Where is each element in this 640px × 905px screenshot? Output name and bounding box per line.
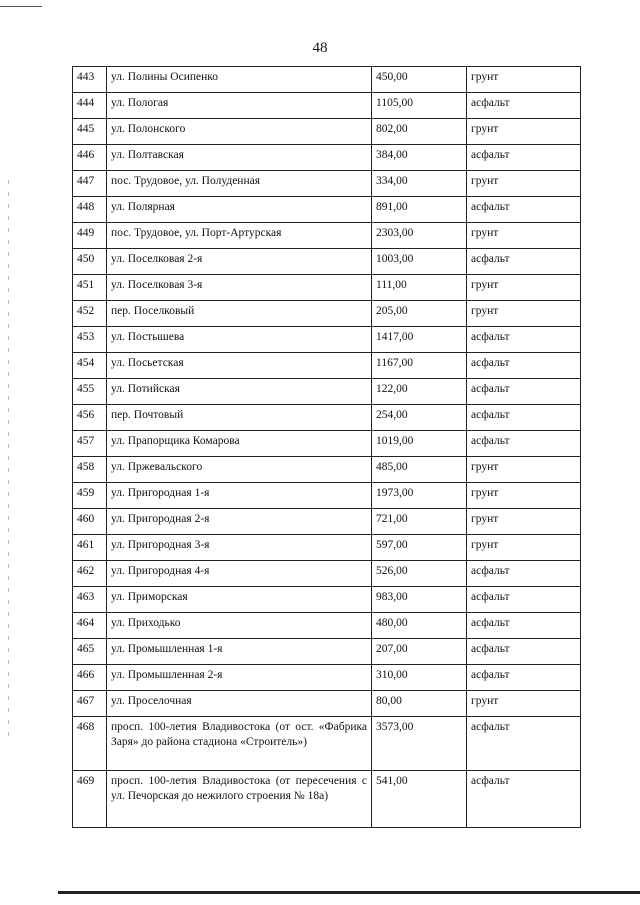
length-cell: 450,00: [372, 67, 467, 93]
length-cell: 2303,00: [372, 223, 467, 249]
table-row: [73, 301, 581, 327]
length-cell: 3573,00: [372, 717, 467, 771]
street-name-cell: ул. Пржевальского: [107, 457, 372, 483]
table-row: [73, 405, 581, 431]
table-row: [73, 457, 581, 483]
length-cell: 1417,00: [372, 327, 467, 353]
length-cell: 111,00: [372, 275, 467, 301]
street-name-cell: ул. Поселковая 2-я: [107, 249, 372, 275]
row-number-cell: 463: [73, 587, 107, 613]
table-row: [73, 691, 581, 717]
length-cell: 983,00: [372, 587, 467, 613]
surface-cell: грунт: [467, 509, 581, 535]
surface-cell: грунт: [467, 171, 581, 197]
surface-cell: асфальт: [467, 665, 581, 691]
length-cell: 334,00: [372, 171, 467, 197]
table-row: [73, 561, 581, 587]
street-name-cell: пос. Трудовое, ул. Полуденная: [107, 171, 372, 197]
page-number: 48: [312, 40, 328, 56]
street-name-cell: ул. Полины Осипенко: [107, 67, 372, 93]
row-number-cell: 465: [73, 639, 107, 665]
street-name-cell: ул. Пологая: [107, 93, 372, 119]
table-row: [73, 67, 581, 93]
table-row: [73, 717, 581, 771]
row-number-cell: 457: [73, 431, 107, 457]
surface-cell: асфальт: [467, 405, 581, 431]
length-cell: 721,00: [372, 509, 467, 535]
surface-cell: грунт: [467, 691, 581, 717]
length-cell: 597,00: [372, 535, 467, 561]
street-name-cell: ул. Поселковая 3-я: [107, 275, 372, 301]
length-cell: 254,00: [372, 405, 467, 431]
streets-table-body: [73, 67, 581, 828]
surface-cell: асфальт: [467, 431, 581, 457]
street-name-cell: ул. Приходько: [107, 613, 372, 639]
length-cell: 1019,00: [372, 431, 467, 457]
table-row: [73, 665, 581, 691]
row-number-cell: 445: [73, 119, 107, 145]
row-number-cell: 451: [73, 275, 107, 301]
row-number-cell: 462: [73, 561, 107, 587]
surface-cell: асфальт: [467, 587, 581, 613]
street-name-cell: ул. Приморская: [107, 587, 372, 613]
streets-table: [72, 66, 581, 828]
row-number-cell: 461: [73, 535, 107, 561]
surface-cell: асфальт: [467, 639, 581, 665]
table-row: [73, 587, 581, 613]
scan-edge-mark: [8, 180, 9, 740]
street-name-cell: ул. Посьетская: [107, 353, 372, 379]
table-row: [73, 379, 581, 405]
surface-cell: асфальт: [467, 197, 581, 223]
surface-cell: грунт: [467, 119, 581, 145]
length-cell: 205,00: [372, 301, 467, 327]
table-row: [73, 119, 581, 145]
street-name-cell: просп. 100-летия Владивостока (от ост. «Фабрика Заря» до района стадиона «Строитель»): [107, 717, 372, 771]
row-number-cell: 446: [73, 145, 107, 171]
length-cell: 526,00: [372, 561, 467, 587]
street-name-cell: ул. Пригородная 3-я: [107, 535, 372, 561]
surface-cell: асфальт: [467, 327, 581, 353]
table-row: [73, 327, 581, 353]
length-cell: 802,00: [372, 119, 467, 145]
row-number-cell: 443: [73, 67, 107, 93]
length-cell: 1973,00: [372, 483, 467, 509]
row-number-cell: 448: [73, 197, 107, 223]
surface-cell: асфальт: [467, 249, 581, 275]
length-cell: 384,00: [372, 145, 467, 171]
street-name-cell: ул. Полонского: [107, 119, 372, 145]
row-number-cell: 460: [73, 509, 107, 535]
surface-cell: асфальт: [467, 717, 581, 771]
surface-cell: грунт: [467, 535, 581, 561]
table-row: [73, 639, 581, 665]
length-cell: 891,00: [372, 197, 467, 223]
surface-cell: грунт: [467, 275, 581, 301]
length-cell: 480,00: [372, 613, 467, 639]
street-name-cell: пер. Поселковый: [107, 301, 372, 327]
table-row: [73, 275, 581, 301]
row-number-cell: 456: [73, 405, 107, 431]
street-name-cell: ул. Полтавская: [107, 145, 372, 171]
street-name-cell: ул. Промышленная 1-я: [107, 639, 372, 665]
length-cell: 1167,00: [372, 353, 467, 379]
street-name-cell: ул. Пригородная 2-я: [107, 509, 372, 535]
street-name-cell: просп. 100-летия Владивостока (от пересечения с ул. Печорская до нежилого строения № 18а): [107, 771, 372, 828]
table-row: [73, 171, 581, 197]
surface-cell: грунт: [467, 457, 581, 483]
length-cell: 541,00: [372, 771, 467, 828]
length-cell: 80,00: [372, 691, 467, 717]
table-row: [73, 249, 581, 275]
street-name-cell: ул. Пригородная 4-я: [107, 561, 372, 587]
table-row: [73, 353, 581, 379]
row-number-cell: 447: [73, 171, 107, 197]
surface-cell: грунт: [467, 483, 581, 509]
table-row: [73, 93, 581, 119]
surface-cell: грунт: [467, 301, 581, 327]
row-number-cell: 467: [73, 691, 107, 717]
surface-cell: асфальт: [467, 613, 581, 639]
street-name-cell: пос. Трудовое, ул. Порт-Артурская: [107, 223, 372, 249]
table-row: [73, 145, 581, 171]
table-row: [73, 483, 581, 509]
scan-edge-mark: [0, 6, 42, 7]
street-name-cell: ул. Проселочная: [107, 691, 372, 717]
row-number-cell: 450: [73, 249, 107, 275]
row-number-cell: 449: [73, 223, 107, 249]
length-cell: 310,00: [372, 665, 467, 691]
table-row: [73, 771, 581, 828]
row-number-cell: 469: [73, 771, 107, 828]
length-cell: 122,00: [372, 379, 467, 405]
table-row: [73, 431, 581, 457]
row-number-cell: 452: [73, 301, 107, 327]
row-number-cell: 464: [73, 613, 107, 639]
surface-cell: грунт: [467, 67, 581, 93]
surface-cell: асфальт: [467, 93, 581, 119]
bottom-rule: [58, 891, 640, 894]
surface-cell: асфальт: [467, 145, 581, 171]
length-cell: 1105,00: [372, 93, 467, 119]
row-number-cell: 458: [73, 457, 107, 483]
row-number-cell: 468: [73, 717, 107, 771]
street-name-cell: ул. Промышленная 2-я: [107, 665, 372, 691]
table-row: [73, 223, 581, 249]
length-cell: 485,00: [372, 457, 467, 483]
surface-cell: асфальт: [467, 771, 581, 828]
row-number-cell: 444: [73, 93, 107, 119]
row-number-cell: 466: [73, 665, 107, 691]
row-number-cell: 459: [73, 483, 107, 509]
length-cell: 207,00: [372, 639, 467, 665]
street-name-cell: ул. Постышева: [107, 327, 372, 353]
row-number-cell: 454: [73, 353, 107, 379]
surface-cell: асфальт: [467, 379, 581, 405]
street-name-cell: ул. Прапорщика Комарова: [107, 431, 372, 457]
row-number-cell: 455: [73, 379, 107, 405]
surface-cell: грунт: [467, 223, 581, 249]
street-name-cell: ул. Потийская: [107, 379, 372, 405]
table-row: [73, 613, 581, 639]
street-name-cell: ул. Пригородная 1-я: [107, 483, 372, 509]
surface-cell: асфальт: [467, 561, 581, 587]
table-row: [73, 509, 581, 535]
surface-cell: асфальт: [467, 353, 581, 379]
street-name-cell: ул. Полярная: [107, 197, 372, 223]
row-number-cell: 453: [73, 327, 107, 353]
table-row: [73, 535, 581, 561]
length-cell: 1003,00: [372, 249, 467, 275]
street-name-cell: пер. Почтовый: [107, 405, 372, 431]
table-row: [73, 197, 581, 223]
